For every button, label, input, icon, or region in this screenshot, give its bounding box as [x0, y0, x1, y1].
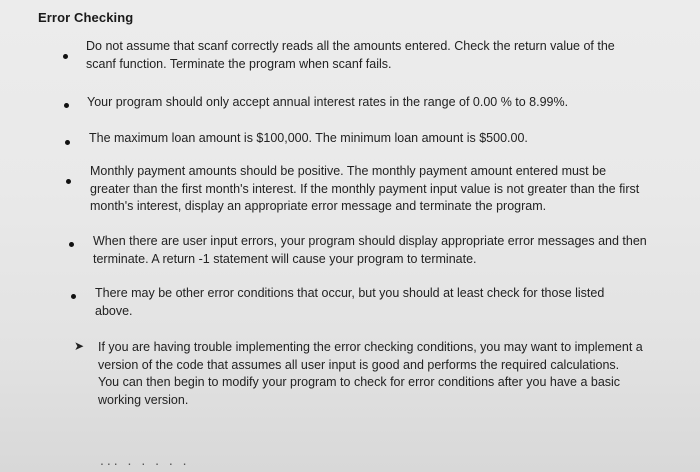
- bullet-icon: [64, 103, 69, 108]
- list-item: There may be other error conditions that occur, but you should at least check for those listed above.: [95, 286, 605, 318]
- arrow-bullet-icon: ➤: [74, 339, 85, 353]
- list-item: When there are user input errors, your program should display appropriate error messages and then terminate. A return -1 statement will cause your program to terminate.: [93, 234, 647, 266]
- bullet-icon: [65, 140, 70, 145]
- list-item: The maximum loan amount is $100,000. The minimum loan amount is $500.00.: [89, 131, 528, 145]
- footer-fragment: ... . . . . .: [100, 452, 190, 468]
- bullet-icon: [69, 242, 74, 247]
- list-item: Your program should only accept annual interest rates in the range of 0.00 % to 8.99%.: [87, 95, 569, 109]
- bullet-icon: [63, 54, 68, 59]
- list-item: Monthly payment amounts should be positive. The monthly payment amount entered must be greater than the first month's interest. If the monthly payment input value is not greater than the first month's interest, display an appropriate error message and terminate the program.: [90, 164, 640, 213]
- section-heading: Error Checking: [38, 10, 134, 25]
- list-item: Do not assume that scanf correctly reads all the amounts entered. Check the return value of the scanf function. Terminate the program when scanf fails.: [86, 39, 615, 71]
- list-item: If you are having trouble implementing the error checking conditions, you may want to implement a version of the code that assumes all user input is good and performs the required calculations. You can then begin to modify your program to check for error conditions after you have a basic working version.: [98, 340, 643, 407]
- bullet-icon: [66, 179, 71, 184]
- bullet-icon: [71, 294, 76, 299]
